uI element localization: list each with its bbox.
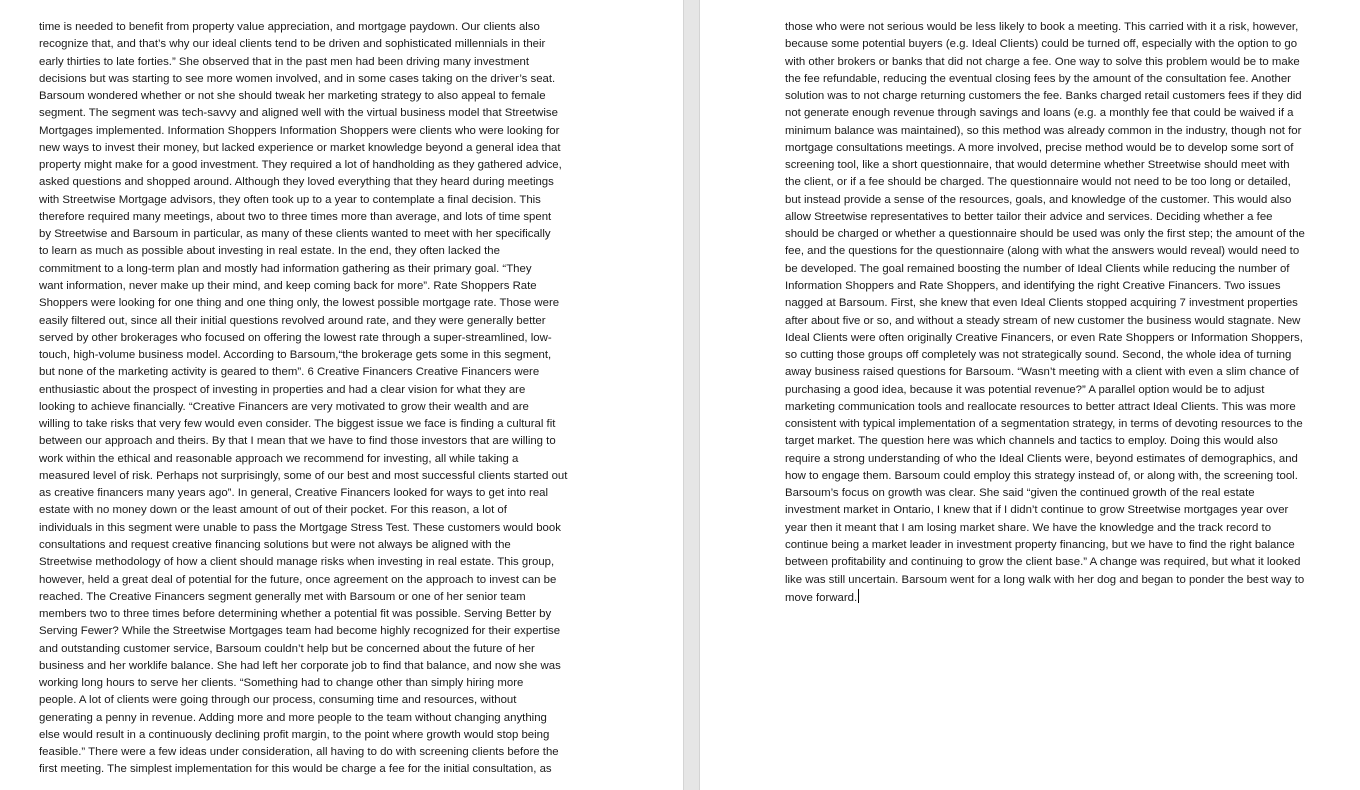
text-line: Barsoum’s focus on growth was clear. She said “given the continued growth of the real estate	[785, 487, 1255, 500]
text-line: consistent with typical implementation of a segmentation strategy, in terms of devoting resources to the	[785, 418, 1303, 431]
text-line: want information, never make up their mind, and keep coming back for more”. Rate Shoppers Rate	[39, 279, 537, 292]
text-line: minimum balance was maintained), so this method was already common in the industry, though not for	[785, 124, 1302, 137]
text-line: members two to three times before determining whether a potential fit was possible. Serving Better by	[39, 608, 552, 621]
page-text-left[interactable]	[39, 19, 567, 779]
text-line: like was still uncertain. Barsoum went for a long walk with her dog and began to ponder the best way to	[785, 573, 1305, 586]
text-line: marketing communication tools and reallocate resources to better attract Ideal Clients. This was more	[785, 400, 1296, 413]
text-line: because some potential buyers (e.g. Ideal Clients) could be turned off, especially with the option to go	[785, 38, 1298, 51]
text-line: therefore required many meetings, about two to three times more than average, and lots of time spent	[39, 210, 552, 223]
text-line: easily filtered out, since all their initial questions revolved around rate, and they were generally better	[39, 314, 546, 327]
text-line: allow Streetwise representatives to better tailor their advice and services. Deciding whether a fee	[785, 210, 1273, 223]
text-line: Ideal Clients were often originally Creative Financers, or even Rate Shoppers or Information Shoppers,	[785, 331, 1303, 344]
text-line: consultations and request creative financing solutions but were not always be aligned with the	[39, 538, 511, 551]
text-line: investment market in Ontario, I knew that if I didn’t continue to grow Streetwise mortgages year over	[785, 504, 1289, 517]
text-line: decisions but was starting to see more women involved, and in some cases taking on the driver’s seat.	[39, 72, 556, 85]
text-line: feasible.” There were a few ideas under consideration, all having to do with screening clients before the	[39, 746, 559, 759]
text-line: Mortgages implemented. Information Shoppers Information Shoppers were clients who were looking for	[39, 124, 560, 137]
text-line: however, held a great deal of potential for the future, once agreement on the approach to invest can be	[39, 573, 557, 586]
document-page-right[interactable]	[700, 0, 1360, 790]
text-line: looking to achieve financially. “Creative Financers are very motivated to grow their wealth and are	[39, 400, 529, 413]
text-line: willing to take risks that very few would even consider. The biggest issue we face is finding a cultural fit	[39, 418, 556, 431]
text-line: measured level of risk. Perhaps not surprisingly, some of our best and most successful clients started out	[39, 469, 568, 482]
text-line: fee, and the questions for the questionnaire (along with what the answers would reveal) would need to	[785, 245, 1300, 258]
text-line: working long hours to serve her clients. “Something had to change other than simply hiring more	[39, 677, 524, 690]
text-line: Streetwise methodology of how a client should manage risks when investing in real estate. This group,	[39, 556, 555, 569]
text-line: early thirties to late forties.” She observed that in the past men had been driving many investment	[39, 55, 530, 68]
text-line: so cutting those groups off completely was not strategically sound. Second, the whole idea of turning	[785, 349, 1292, 362]
text-line: to learn as much as possible about investing in real estate. In the end, they often lacked the	[39, 245, 500, 258]
text-line: Barsoum wondered whether or not she should tweak her marketing strategy to also appeal to female	[39, 90, 546, 103]
text-line: Shoppers were looking for one thing and one thing only, the lowest possible mortgage rate. Those were	[39, 297, 560, 310]
text-line: individuals in this segment were unable to pass the Mortgage Stress Test. These customers would book	[39, 521, 561, 534]
text-line: asked questions and shopped around. Although they loved everything that they heard during meetings	[39, 176, 554, 189]
text-line: first meeting. The simplest implementation for this would be charge a fee for the initial consultation, as	[39, 763, 552, 776]
text-line: continue being a market leader in investment property financing, but we have to find the right balance	[785, 538, 1295, 551]
text-line: with other brokers or banks that did not charge a fee. One way to solve this problem would be to make	[785, 55, 1300, 68]
text-line: new ways to invest their money, but lacked experience or market knowledge beyond a general idea that	[39, 141, 561, 154]
text-line: those who were not serious would be less likely to book a meeting. This carried with it a risk, however,	[785, 21, 1299, 33]
text-line: business and her worklife balance. She had left her corporate job to find that balance, and now she was	[39, 659, 561, 672]
text-line: property might make for a good investment. They required a lot of handholding as they gathered advice,	[39, 159, 562, 172]
text-line: commitment to a long-term plan and mostly had information gathering as their primary goal. “They	[39, 262, 532, 275]
text-cursor	[858, 589, 859, 603]
text-line: but instead provide a sense of the resources, goals, and knowledge of the customer. This would also	[785, 193, 1292, 206]
text-line: Information Shoppers and Rate Shoppers, and identifying the right Creative Financers. Two issues	[785, 279, 1281, 292]
text-line: the client, or if a fee should be charged. The questionnaire would not need to be too long or detailed,	[785, 176, 1291, 189]
text-line: require a strong understanding of who the Ideal Clients were, beyond estimates of demographics, and	[785, 452, 1298, 465]
text-line: solution was to not charge returning customers the fee. Banks charged retail customers fees if they did	[785, 90, 1302, 103]
text-line: mortgage consultations meetings. A more involved, precise method would be to develop some sort of	[785, 141, 1294, 154]
text-line: not generate enough revenue through savings and loans (e.g. a monthly fee that could be waived if a	[785, 107, 1294, 120]
text-line: how to engage them. Barsoum could employ this strategy instead of, or along with, the screening tool.	[785, 469, 1298, 482]
text-line: and outstanding customer service, Barsoum couldn’t help but be concerned about the future of her	[39, 642, 535, 655]
text-line: by Streetwise and Barsoum in particular, as many of these clients wanted to meet with her specifically	[39, 228, 551, 241]
text-line: move forward.	[785, 589, 1305, 606]
text-line: purchasing a good idea, because it was potential revenue?” A parallel option would be to adjust	[785, 383, 1265, 396]
text-line: Serving Fewer? While the Streetwise Mortgages team had become highly recognized for their expertise	[39, 625, 561, 638]
page-text-right[interactable]	[785, 19, 1305, 606]
text-line: year then it meant that I am losing market share. We have the knowledge and the track record to	[785, 521, 1272, 534]
text-line: generating a penny in revenue. Adding more and more people to the team without changing anything	[39, 711, 547, 724]
page-gap	[683, 0, 700, 790]
text-line: time is needed to benefit from property value appreciation, and mortgage paydown. Our clients also	[39, 21, 540, 33]
text-line: served by other brokerages who focused on offering the lowest rate through a super-streamlined, low-	[39, 331, 552, 344]
text-line: nagged at Barsoum. First, she knew that even Ideal Clients stopped acquiring 7 investment properties	[785, 297, 1298, 310]
text-line: but none of the marketing activity is geared to them”. 6 Creative Financers Creative Financers were	[39, 366, 540, 379]
text-line: estate with no money down or the least amount of out of their pocket. For this reason, a lot of	[39, 504, 507, 517]
text-line: between profitability and continuing to grow the client base.” A change was required, but what it looked	[785, 556, 1301, 569]
text-line: enthusiastic about the prospect of investing in properties and had a clear vision for what they are	[39, 383, 526, 396]
text-line: reached. The Creative Financers segment generally met with Barsoum or one of her senior team	[39, 590, 526, 603]
text-line: work within the ethical and reasonable approach we recommend for investing, all while taking a	[39, 452, 519, 465]
text-line: the fee refundable, reducing the eventual closing fees by the amount of the consultation fee. Another	[785, 72, 1291, 85]
text-line: segment. The segment was tech-savvy and aligned well with the virtual business model that Streetwise	[39, 107, 558, 120]
text-line: after about five or so, and without a steady stream of new customer the business would stagnate. New	[785, 314, 1301, 327]
text-line: between our approach and theirs. By that I mean that we have to find those investors that are willing to	[39, 435, 556, 448]
text-line: target market. The question here was which channels and tactics to employ. Doing this would also	[785, 435, 1278, 448]
text-line: away business raised questions for Barsoum. “Wasn’t meeting with a client with even a slim chance of	[785, 366, 1299, 379]
text-line: be developed. The goal remained boosting the number of Ideal Clients while reducing the number of	[785, 262, 1290, 275]
text-line: as creative financers many years ago”. In general, Creative Financers looked for ways to get into real	[39, 487, 549, 500]
text-line: with Streetwise Mortgage advisors, they often took up to a year to contemplate a final decision. This	[39, 193, 541, 206]
text-line: recognize that, and that’s why our ideal clients tend to be driven and sophisticated millennials in their	[39, 38, 546, 51]
text-line: people. A lot of clients were going through our process, consuming time and resources, without	[39, 694, 517, 707]
text-line: should be charged or whether a questionnaire should be used was only the first step; the amount of the	[785, 228, 1305, 241]
text-line: touch, high-volume business model. According to Barsoum,“the brokerage gets some in this segment,	[39, 349, 552, 362]
text-line: screening tool, like a short questionnaire, that would determine whether Streetwise should meet with	[785, 159, 1290, 172]
text-line: else would result in a continuously declining profit margin, to the point where growth would stop being	[39, 728, 550, 741]
